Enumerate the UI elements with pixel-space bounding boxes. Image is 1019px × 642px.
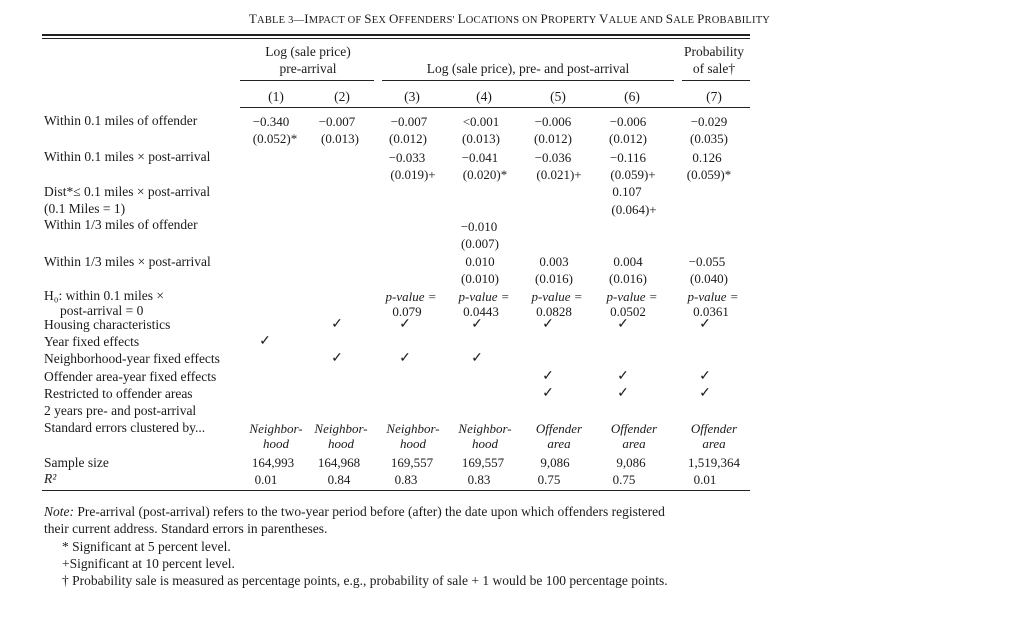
- col-header-7: (7): [706, 89, 722, 104]
- cell: hood: [472, 436, 498, 451]
- row-label-housing: Housing characteristics: [44, 317, 171, 332]
- cell: (0.010): [461, 271, 499, 286]
- group-header-1-line2: pre-arrival: [279, 61, 337, 76]
- cell: (0.052)*: [252, 131, 298, 146]
- cell: p-value =: [606, 289, 658, 304]
- cell: 0.01: [693, 472, 717, 487]
- row-label-sample: Sample size: [44, 455, 109, 470]
- cell: 9,086: [540, 455, 570, 470]
- row-label-h0-1: H₀: within 0.1 miles ×: [44, 288, 164, 303]
- cell: (0.040): [690, 271, 728, 286]
- cell: 0.107: [612, 184, 642, 199]
- footnote-star: * Significant at 5 percent level.: [62, 539, 231, 554]
- header-rule: [240, 107, 750, 108]
- cell: 0.003: [539, 254, 569, 269]
- cell: −0.006: [534, 114, 572, 129]
- cell: Neighbor-: [249, 421, 303, 436]
- check-icon: ✓: [399, 351, 411, 366]
- cell: −0.033: [388, 150, 426, 165]
- cell: −0.055: [688, 254, 726, 269]
- row-label-offender-fe: Offender area-year fixed effects: [44, 369, 217, 384]
- cell: Neighbor-: [458, 421, 512, 436]
- col-header-2: (2): [334, 89, 350, 104]
- col-header-6: (6): [624, 89, 640, 104]
- cell: 164,968: [317, 455, 361, 470]
- row-label-restricted-1: Restricted to offender areas: [44, 386, 193, 401]
- cell: 0.0443: [463, 304, 499, 319]
- top-rule-2: [42, 38, 750, 39]
- cell: (0.013): [462, 131, 500, 146]
- table-note-2: their current address. Standard errors in parentheses.: [44, 521, 328, 536]
- cell: 0.079: [392, 304, 422, 319]
- cell: 169,557: [390, 455, 434, 470]
- cell: (0.059)*: [686, 167, 732, 182]
- cell: 0.004: [613, 254, 643, 269]
- cell: hood: [263, 436, 289, 451]
- row-label-h0-2: post-arrival = 0: [60, 303, 144, 318]
- group-rule-1: [240, 80, 374, 81]
- cell: 0.01: [254, 472, 278, 487]
- check-icon: ✓: [617, 369, 629, 384]
- cell: (0.012): [609, 131, 647, 146]
- cell: Offender: [610, 421, 658, 436]
- row-label-within01: Within 0.1 miles of offender: [44, 113, 198, 128]
- cell: 9,086: [616, 455, 646, 470]
- cell: p-value =: [385, 289, 437, 304]
- col-header-4: (4): [476, 89, 492, 104]
- cell: 0.010: [465, 254, 495, 269]
- group-header-3-line2: of sale†: [692, 61, 736, 76]
- check-icon: ✓: [471, 317, 483, 332]
- cell: −0.010: [460, 219, 498, 234]
- check-icon: ✓: [471, 351, 483, 366]
- row-label-nbhd-fe: Neighborhood-year fixed effects: [44, 351, 220, 366]
- cell: Neighbor-: [386, 421, 440, 436]
- cell: (0.064)+: [611, 202, 657, 217]
- row-label-clustered: Standard errors clustered by...: [44, 420, 206, 435]
- table-note: Note: Pre-arrival (post-arrival) refers to the two-year period before (after) the date upon which offenders registered: [44, 504, 665, 519]
- cell: hood: [328, 436, 354, 451]
- row-label-dist-2: (0.1 Miles = 1): [44, 201, 126, 216]
- group-header-2: Log (sale price), pre- and post-arrival: [426, 61, 630, 76]
- group-rule-2: [382, 80, 674, 81]
- cell: 169,557: [461, 455, 505, 470]
- cell: Offender: [535, 421, 583, 436]
- row-label-restricted-2: 2 years pre- and post-arrival: [44, 403, 197, 418]
- col-header-1: (1): [268, 89, 284, 104]
- group-header-1-line1: Log (sale price): [265, 44, 351, 59]
- cell: −0.006: [609, 114, 647, 129]
- cell: 0.83: [467, 472, 491, 487]
- cell: hood: [400, 436, 426, 451]
- cell: (0.021)+: [536, 167, 582, 182]
- row-label-r2: R²: [44, 471, 57, 486]
- cell: −0.041: [461, 150, 499, 165]
- cell: 0.0361: [693, 304, 729, 319]
- cell: (0.013): [321, 131, 359, 146]
- cell: <0.001: [462, 114, 500, 129]
- check-icon: ✓: [542, 317, 554, 332]
- cell: area: [547, 436, 571, 451]
- cell: −0.036: [534, 150, 572, 165]
- bottom-rule: [42, 490, 750, 491]
- cell: −0.007: [390, 114, 428, 129]
- cell: (0.007): [461, 236, 499, 251]
- row-label-year-fe: Year fixed effects: [44, 334, 140, 349]
- col-header-5: (5): [550, 89, 566, 104]
- cell: Neighbor-: [314, 421, 368, 436]
- check-icon: ✓: [699, 317, 711, 332]
- row-label-within13: Within 1/3 miles of offender: [44, 217, 198, 232]
- table-title: TABLE 3—IMPACT OF SEX OFFENDERS' LOCATIONS ON PROPERTY VALUE AND SALE PROBABILITY: [248, 11, 771, 26]
- cell: 0.75: [612, 472, 636, 487]
- cell: Offender: [690, 421, 738, 436]
- check-icon: ✓: [331, 351, 343, 366]
- group-header-3-line1: Probability: [684, 44, 744, 59]
- cell: (0.016): [535, 271, 573, 286]
- footnote-dagger: † Probability sale is measured as percentage points, e.g., probability of sale + 1 would be 100 percentage points.: [62, 573, 668, 588]
- check-icon: ✓: [617, 386, 629, 401]
- cell: (0.035): [690, 131, 728, 146]
- cell: (0.059)+: [610, 167, 656, 182]
- cell: −0.116: [609, 150, 647, 165]
- check-icon: ✓: [699, 386, 711, 401]
- check-icon: ✓: [331, 317, 343, 332]
- check-icon: ✓: [617, 317, 629, 332]
- cell: p-value =: [458, 289, 510, 304]
- top-rule: [42, 34, 750, 36]
- cell: 1,519,364: [688, 455, 740, 470]
- check-icon: ✓: [699, 369, 711, 384]
- group-rule-3: [682, 80, 750, 81]
- cell: 0.75: [537, 472, 561, 487]
- cell: area: [622, 436, 646, 451]
- cell: 164,993: [251, 455, 295, 470]
- cell: p-value =: [687, 289, 739, 304]
- cell: 0.126: [692, 150, 722, 165]
- cell: 0.83: [394, 472, 418, 487]
- cell: 0.0828: [536, 304, 572, 319]
- row-label-within13-post: Within 1/3 miles × post-arrival: [44, 254, 211, 269]
- row-label-dist-1: Dist*≤ 0.1 miles × post-arrival: [44, 184, 211, 199]
- cell: −0.029: [690, 114, 728, 129]
- cell: −0.007: [318, 114, 356, 129]
- check-icon: ✓: [542, 369, 554, 384]
- cell: −0.340: [252, 114, 290, 129]
- check-icon: ✓: [259, 334, 271, 349]
- row-label-within01-post: Within 0.1 miles × post-arrival: [44, 149, 211, 164]
- cell: area: [702, 436, 726, 451]
- cell: (0.012): [389, 131, 427, 146]
- footnote-plus: +Significant at 10 percent level.: [62, 556, 235, 571]
- cell: (0.016): [609, 271, 647, 286]
- check-icon: ✓: [399, 317, 411, 332]
- cell: (0.020)*: [462, 167, 508, 182]
- check-icon: ✓: [542, 386, 554, 401]
- cell: 0.0502: [610, 304, 646, 319]
- cell: (0.012): [534, 131, 572, 146]
- cell: 0.84: [327, 472, 351, 487]
- col-header-3: (3): [404, 89, 420, 104]
- cell: p-value =: [531, 289, 583, 304]
- cell: (0.019)+: [390, 167, 436, 182]
